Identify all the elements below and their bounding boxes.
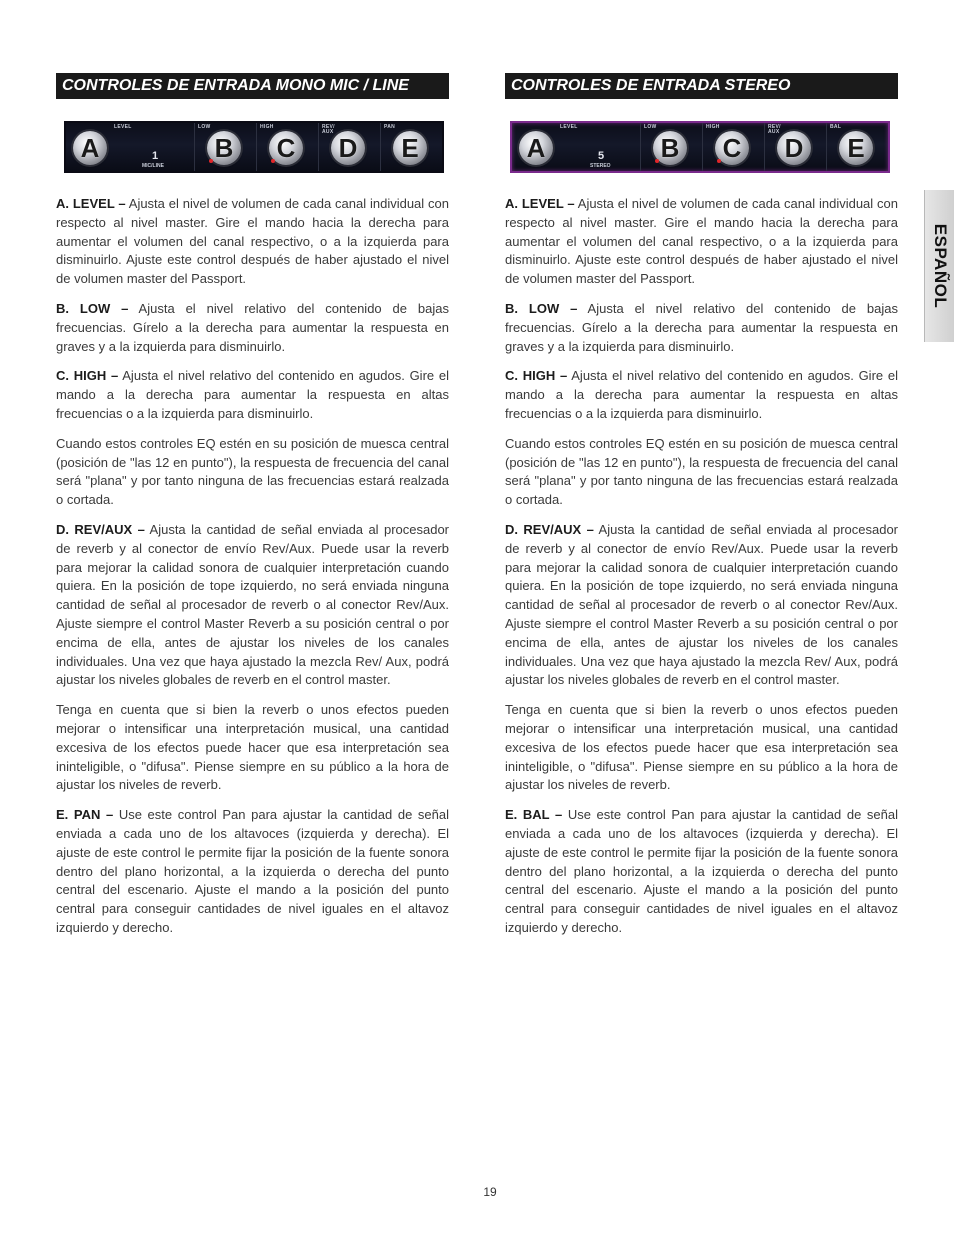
section-heading-stereo: CONTROLES DE ENTRADA STEREO xyxy=(505,73,898,99)
panel-divider xyxy=(826,123,827,171)
knob-letter: A xyxy=(526,133,546,163)
paragraph xyxy=(56,195,449,289)
left-body-text xyxy=(56,195,449,938)
rev-aux-knob xyxy=(331,131,365,165)
level-knob xyxy=(73,131,107,165)
paragraph xyxy=(56,521,449,690)
panel-divider xyxy=(194,123,195,171)
channel-type: STEREO xyxy=(590,163,611,169)
panel-label-rev-aux: REV/ AUX xyxy=(768,124,781,135)
term: C. HIGH – xyxy=(505,368,568,384)
knob-letter: E xyxy=(401,133,419,163)
term: D. REV/AUX – xyxy=(56,521,145,537)
paragraph-text: Cuando estos controles EQ estén en su posición de muesca central (posición de "las 12 en punto"), la respuesta de frecuencia del canal será "plana" y por tanto ninguna de las frecuencias estará realzada o cortada. xyxy=(56,435,449,508)
panel-divider xyxy=(256,123,257,171)
paragraph-text: Ajusta el nivel relativo del contenido en agudos. Gire el mando a la derecha para aumentar la respuesta en altas frecuencias o a la izquierda para disminuirlo. xyxy=(56,368,449,421)
paragraph-text: Ajusta la cantidad de señal enviada al procesador de reverb y al conector de envío Rev/Aux. Puede usar la reverb para mejorar la calidad sonora de cualquier interpretación cuando quiera. En la posición de tope izquierdo, no será enviada ninguna cantidad de señal al procesador de reverb o al conector Rev/Aux. Ajuste siempre el control Master Reverb a su posición central o por encima de ella, antes de ajustar los niveles de los canales individuales. Una vez que haya ajustado la mezcla Rev/ Aux, podrá ajustar los niveles globales de reverb en el control master. xyxy=(56,521,450,688)
panel-label-level: LEVEL xyxy=(560,124,578,130)
paragraph-text: Ajusta el nivel de volumen de cada canal individual con respecto al nivel master. Gire el mando hacia la derecha para aumentar el volumen del canal respectivo, o a la izquierda para disminuirlo. Ajuste este control después de haber ajustado el nivel de volumen master del Passport. xyxy=(56,196,449,287)
pan-knob xyxy=(393,131,427,165)
knob-letter: D xyxy=(338,133,358,163)
panel-label-rev-aux: REV/ AUX xyxy=(322,124,335,135)
knob-letter: C xyxy=(276,133,296,163)
bal-knob xyxy=(839,131,873,165)
paragraph-text: Ajusta la cantidad de señal enviada al procesador de reverb y al conector de envío Rev/Aux. Puede usar la reverb para mejorar la calidad sonora de cualquier interpretación cuando quiera. En la posición de tope izquierdo, no será enviada ninguna cantidad de señal al procesador de reverb o al conector Rev/Aux. Ajuste siempre el control Master Reverb a su posición central o por encima de ella, antes de ajustar los niveles de los canales individuales. Una vez que haya ajustado la mezcla Rev/ Aux, podrá ajustar los niveles globales de reverb en el control master. xyxy=(505,521,899,688)
panel-label-high: HIGH xyxy=(260,124,274,130)
paragraph xyxy=(56,367,449,423)
panel-divider xyxy=(318,123,319,171)
panel-divider xyxy=(702,123,703,171)
paragraph-text: Ajusta el nivel relativo del contenido de bajas frecuencias. Gírelo a la derecha para aumentar la respuesta en graves y a la izquierda para disminuirlo. xyxy=(56,300,449,354)
right-column xyxy=(505,73,898,949)
paragraph xyxy=(56,701,449,795)
paragraph xyxy=(505,701,898,795)
term: D. REV/AUX – xyxy=(505,521,594,537)
right-body-text xyxy=(505,195,898,938)
paragraph xyxy=(56,806,449,938)
knob-letter: B xyxy=(214,133,234,163)
paragraph xyxy=(505,300,898,356)
panel-label-low: LOW xyxy=(198,124,211,130)
paragraph-text: Tenga en cuenta que si bien la reverb o unos efectos pueden mejorar o intensificar una interpretación musical, una cantidad excesiva de los efectos puede hacer que esa interpretación sea ininteligible, o "difusa". Piense siempre en su público a la hora de ajustar los niveles de reverb. xyxy=(56,702,449,793)
paragraph xyxy=(505,435,898,510)
panel-divider xyxy=(640,123,641,171)
panel-label-bal: BAL xyxy=(830,124,842,130)
paragraph-text: Use este control Pan para ajustar la cantidad de señal enviada a cada uno de los altavoces (izquierda y derecha). El ajuste de este control le permite fijar la posición de la fuente sonora dentro del plano horizontal, a la izquierda o derecha del punto central del escenario. Ajuste el mando a la posición del punto central para conseguir cantidades de nivel iguales en el altavoz izquierdo y derecho. xyxy=(56,807,449,935)
paragraph xyxy=(56,300,449,356)
panel-divider xyxy=(380,123,381,171)
paragraph xyxy=(505,806,898,938)
indicator-led xyxy=(271,159,275,163)
indicator-led xyxy=(717,159,721,163)
level-knob xyxy=(519,131,553,165)
paragraph-text: Ajusta el nivel relativo del contenido de bajas frecuencias. Gírelo a la derecha para aumentar la respuesta en graves y a la izquierda para disminuirlo. xyxy=(505,300,898,354)
panel-label-high: HIGH xyxy=(706,124,720,130)
panel-divider xyxy=(764,123,765,171)
knob-letter: E xyxy=(847,133,865,163)
term: E. PAN – xyxy=(56,807,114,823)
language-tab xyxy=(924,190,954,342)
stereo-channel-panel xyxy=(510,121,890,173)
left-column xyxy=(56,73,449,949)
term: E. BAL – xyxy=(505,807,563,823)
knob-letter: B xyxy=(660,133,680,163)
knob-letter: A xyxy=(80,133,100,163)
term: C. HIGH – xyxy=(56,368,119,384)
paragraph xyxy=(505,367,898,423)
channel-type: MIC/LINE xyxy=(142,163,164,169)
paragraph-text: Use este control Pan para ajustar la cantidad de señal enviada a cada uno de los altavoces (izquierda y derecha). El ajuste de este control le permite fijar la posición de la fuente sonora dentro del plano horizontal, a la izquierda o derecha del punto central del escenario. Ajuste el mando a la posición del punto central para conseguir cantidades de nivel iguales en el altavoz izquierdo y derecho. xyxy=(505,807,898,935)
section-heading-mono: CONTROLES DE ENTRADA MONO MIC / LINE xyxy=(56,73,449,99)
paragraph xyxy=(505,521,898,690)
language-tab-label: ESPAÑOL xyxy=(931,223,950,309)
knob-letter: C xyxy=(722,133,742,163)
indicator-led xyxy=(209,159,213,163)
term: B. LOW – xyxy=(56,300,129,316)
channel-number: 1 xyxy=(152,150,159,162)
paragraph xyxy=(56,435,449,510)
panel-label-pan: PAN xyxy=(384,124,396,130)
panel-label-low: LOW xyxy=(644,124,657,130)
rev-aux-knob xyxy=(777,131,811,165)
knob-letter: D xyxy=(784,133,804,163)
term: B. LOW – xyxy=(505,300,578,316)
paragraph-text: Tenga en cuenta que si bien la reverb o unos efectos pueden mejorar o intensificar una interpretación musical, una cantidad excesiva de los efectos puede hacer que esa interpretación sea ininteligible, o "difusa". Piense siempre en su público a la hora de ajustar los niveles de reverb. xyxy=(505,702,898,793)
panel-label-level: LEVEL xyxy=(114,124,132,130)
paragraph-text: Ajusta el nivel de volumen de cada canal individual con respecto al nivel master. Gire el mando hacia la derecha para aumentar el volumen del canal respectivo, o a la izquierda para disminuirlo. Ajuste este control después de haber ajustado el nivel de volumen master del Passport. xyxy=(505,196,898,287)
paragraph xyxy=(505,195,898,289)
term: A. LEVEL – xyxy=(56,196,126,211)
paragraph-text: Ajusta el nivel relativo del contenido en agudos. Gire el mando a la derecha para aumentar la respuesta en altas frecuencias o a la izquierda para disminuirlo. xyxy=(505,368,898,421)
paragraph-text: Cuando estos controles EQ estén en su posición de muesca central (posición de "las 12 en punto"), la respuesta de frecuencia del canal será "plana" y por tanto ninguna de las frecuencias estará realzada o cortada. xyxy=(505,435,898,508)
term: A. LEVEL – xyxy=(505,196,575,211)
channel-number: 5 xyxy=(598,150,605,162)
mono-channel-panel xyxy=(64,121,444,173)
indicator-led xyxy=(655,159,659,163)
page-number: 19 xyxy=(483,1185,497,1199)
